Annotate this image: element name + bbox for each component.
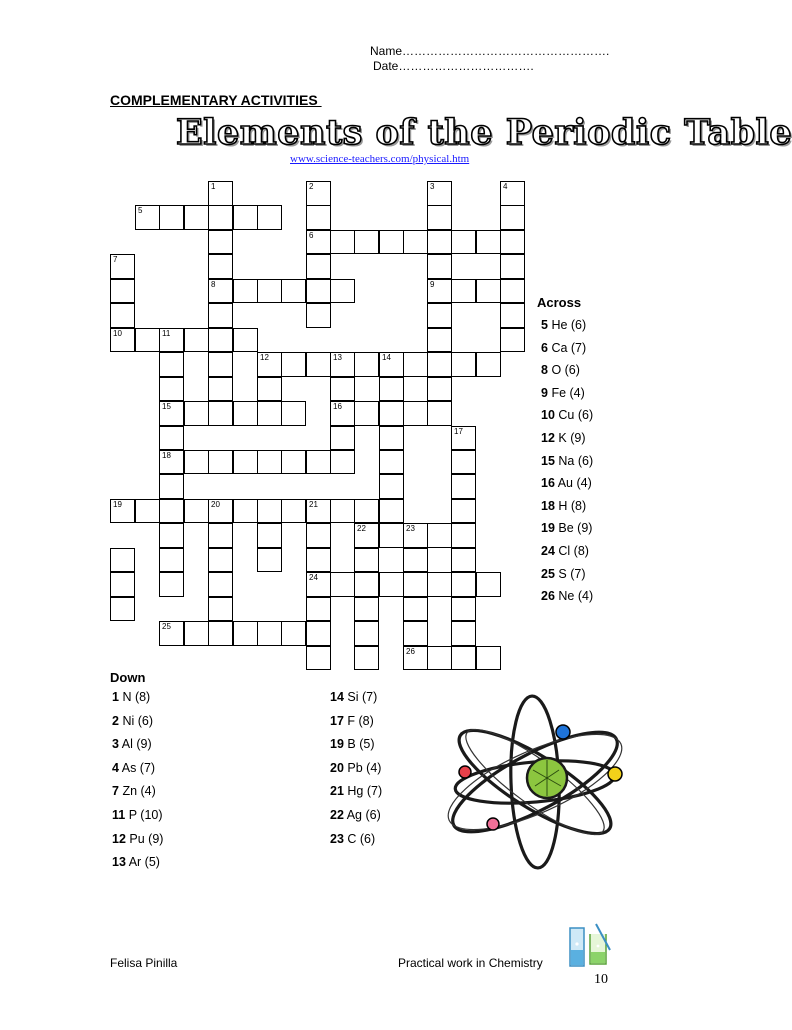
crossword-cell[interactable] (476, 352, 501, 377)
crossword-cell[interactable] (451, 426, 476, 451)
crossword-cell[interactable] (233, 328, 258, 353)
crossword-cell[interactable] (451, 523, 476, 548)
crossword-cell[interactable] (500, 181, 525, 206)
clue-item (112, 784, 163, 808)
crossword-cell[interactable] (159, 572, 184, 597)
crossword-cell[interactable] (427, 303, 452, 328)
clue-item (541, 589, 657, 612)
clue-number: 15 (541, 453, 555, 468)
clue-text: S (7) (558, 566, 586, 581)
across-heading: Across (537, 295, 582, 310)
crossword-cell[interactable] (159, 377, 184, 402)
clue-number: 10 (541, 408, 555, 423)
clue-number: 11 (112, 807, 126, 822)
crossword-cell[interactable] (500, 328, 525, 353)
clue-number: 6 (309, 230, 314, 240)
crossword-cell[interactable] (403, 523, 428, 548)
crossword-cell[interactable] (330, 450, 355, 475)
clue-item (541, 341, 657, 364)
clue-item (112, 737, 163, 761)
clue-number: 12 (541, 430, 555, 445)
clue-number: 4 (503, 182, 508, 191)
clue-item (541, 318, 657, 341)
crossword-cell[interactable] (257, 450, 282, 475)
clue-number: 11 (162, 328, 171, 338)
crossword-cell[interactable] (403, 621, 428, 646)
clue-text: Pb (4) (347, 760, 382, 775)
crossword-cell[interactable] (379, 499, 404, 524)
crossword-cell[interactable] (451, 450, 476, 475)
clue-item (112, 761, 163, 785)
crossword-cell[interactable] (427, 230, 452, 255)
crossword-cell[interactable] (451, 646, 476, 671)
clue-number: 7 (113, 255, 118, 265)
clue-item (112, 855, 163, 879)
clue-number: 8 (541, 363, 548, 378)
clue-text: H (8) (558, 498, 587, 513)
crossword-cell[interactable] (208, 279, 233, 304)
clue-text: Al (9) (121, 737, 152, 752)
clue-number: 22 (357, 524, 366, 534)
page-number: 10 (594, 972, 608, 987)
crossword-cell[interactable] (330, 426, 355, 451)
crossword-cell[interactable] (110, 499, 135, 524)
crossword-cell[interactable] (110, 254, 135, 279)
crossword-cell[interactable] (330, 279, 355, 304)
crossword-cell[interactable] (306, 450, 331, 475)
crossword-cell[interactable] (500, 303, 525, 328)
crossword-cell[interactable] (184, 499, 209, 524)
clue-number: 13 (112, 855, 126, 870)
clue-text: He (6) (551, 318, 587, 332)
crossword-cell[interactable] (184, 401, 209, 426)
clue-text: K (9) (558, 430, 586, 445)
crossword-cell[interactable] (257, 548, 282, 573)
clue-number: 5 (138, 206, 143, 216)
crossword-cell[interactable] (330, 572, 355, 597)
crossword-cell[interactable] (257, 205, 282, 230)
crossword-cell[interactable] (110, 548, 135, 573)
across-clues (537, 295, 657, 612)
clue-item (541, 431, 657, 454)
crossword-cell[interactable] (379, 450, 404, 475)
clue-number: 19 (541, 521, 555, 536)
crossword-cell[interactable] (330, 499, 355, 524)
clue-item (112, 832, 163, 856)
crossword-cell[interactable] (500, 254, 525, 279)
crossword-cell[interactable] (354, 401, 379, 426)
crossword-cell[interactable] (159, 548, 184, 573)
clue-item (541, 408, 657, 431)
crossword-cell[interactable] (306, 254, 331, 279)
clue-text: F (8) (347, 713, 374, 728)
clue-number: 12 (112, 831, 126, 846)
crossword-cell[interactable] (159, 426, 184, 451)
crossword-cell[interactable] (233, 450, 258, 475)
crossword-cell[interactable] (159, 523, 184, 548)
crossword-cell[interactable] (208, 621, 233, 646)
crossword-cell[interactable] (257, 279, 282, 304)
crossword-cell[interactable] (159, 205, 184, 230)
crossword-cell[interactable] (306, 646, 331, 671)
crossword-cell[interactable] (208, 377, 233, 402)
name-field-line: Name……………………………………………. (370, 44, 610, 58)
lab-glassware-icon (566, 920, 614, 970)
crossword-cell[interactable] (403, 401, 428, 426)
clue-number: 13 (333, 353, 342, 363)
crossword-cell[interactable] (427, 328, 452, 353)
crossword-cell[interactable] (451, 597, 476, 622)
crossword-cell[interactable] (403, 572, 428, 597)
clue-item (330, 690, 382, 714)
clue-item (330, 784, 382, 808)
clue-item (541, 454, 657, 477)
clue-item (112, 690, 163, 714)
crossword-cell[interactable] (476, 572, 501, 597)
clue-number: 6 (541, 340, 548, 355)
clue-number: 9 (430, 279, 435, 289)
clue-number: 21 (330, 784, 344, 799)
clue-text: Ag (6) (346, 807, 381, 822)
crossword-cell[interactable] (135, 205, 160, 230)
clue-number: 3 (112, 737, 119, 752)
crossword-cell[interactable] (281, 499, 306, 524)
crossword-cell[interactable] (427, 352, 452, 377)
clue-number: 24 (541, 543, 555, 558)
crossword-cell[interactable] (110, 572, 135, 597)
date-field-line: Date……………………………. (373, 59, 534, 73)
crossword-cell[interactable] (208, 352, 233, 377)
clue-number: 26 (541, 589, 555, 604)
crossword-cell[interactable] (427, 279, 452, 304)
crossword-cell[interactable] (427, 181, 452, 206)
crossword-cell[interactable] (379, 572, 404, 597)
clue-number: 1 (211, 182, 216, 191)
crossword-cell[interactable] (451, 548, 476, 573)
crossword-cell[interactable] (233, 621, 258, 646)
clue-item (541, 521, 657, 544)
clue-number: 16 (333, 402, 342, 411)
clue-item (541, 567, 657, 590)
crossword-cell[interactable] (110, 328, 135, 353)
crossword-cell[interactable] (110, 279, 135, 304)
crossword-cell[interactable] (257, 377, 282, 402)
clue-number: 5 (541, 318, 548, 332)
crossword-cell[interactable] (500, 230, 525, 255)
crossword-cell[interactable] (233, 401, 258, 426)
clue-number: 14 (382, 353, 391, 363)
crossword-cell[interactable] (306, 621, 331, 646)
clue-text: Ar (5) (128, 855, 160, 870)
crossword-cell[interactable] (500, 205, 525, 230)
source-url-link[interactable]: www.science-teachers.com/physical.htm (290, 153, 470, 165)
crossword-cell[interactable] (257, 352, 282, 377)
crossword-cell[interactable] (281, 401, 306, 426)
crossword-cell[interactable] (208, 572, 233, 597)
crossword-cell[interactable] (159, 401, 184, 426)
clue-number: 9 (541, 385, 548, 400)
clue-text: Au (4) (557, 476, 592, 491)
clue-item (112, 808, 163, 832)
clue-number: 19 (113, 499, 122, 509)
clue-item (330, 761, 382, 785)
crossword-cell[interactable] (427, 377, 452, 402)
clue-item (112, 714, 163, 738)
crossword-cell[interactable] (500, 279, 525, 304)
crossword-cell[interactable] (159, 328, 184, 353)
clue-text: Be (9) (558, 521, 593, 536)
crossword-cell[interactable] (306, 279, 331, 304)
crossword-cell[interactable] (281, 450, 306, 475)
crossword-cell[interactable] (354, 597, 379, 622)
crossword-cell[interactable] (184, 621, 209, 646)
clue-number: 15 (162, 402, 171, 411)
crossword-cell[interactable] (208, 303, 233, 328)
crossword-cell[interactable] (379, 352, 404, 377)
crossword-cell[interactable] (208, 401, 233, 426)
crossword-cell[interactable] (379, 523, 404, 548)
clue-number: 10 (113, 328, 122, 338)
crossword-cell[interactable] (354, 499, 379, 524)
crossword-cell[interactable] (208, 597, 233, 622)
section-title: COMPLEMENTARY ACTIVITIES (110, 92, 322, 108)
crossword-cell[interactable] (427, 572, 452, 597)
crossword-cell[interactable] (257, 499, 282, 524)
clue-number: 17 (454, 426, 463, 436)
clue-text: Ni (6) (122, 713, 153, 728)
crossword-cell[interactable] (110, 597, 135, 622)
crossword-cell[interactable] (208, 548, 233, 573)
crossword-cell[interactable] (208, 328, 233, 353)
crossword-cell[interactable] (306, 499, 331, 524)
clue-text: Si (7) (347, 690, 378, 704)
crossword-cell[interactable] (354, 646, 379, 671)
clue-text: C (6) (347, 831, 376, 846)
crossword-cell[interactable] (159, 621, 184, 646)
crossword-cell[interactable] (403, 352, 428, 377)
crossword-cell[interactable] (451, 572, 476, 597)
clue-number: 26 (406, 646, 415, 656)
clue-number: 12 (260, 353, 269, 363)
clue-text: Cu (6) (558, 408, 594, 423)
crossword-cell[interactable] (354, 523, 379, 548)
crossword-cell[interactable] (379, 401, 404, 426)
crossword-cell[interactable] (208, 499, 233, 524)
crossword-cell[interactable] (306, 181, 331, 206)
clue-number: 18 (541, 498, 555, 513)
crossword-cell[interactable] (281, 352, 306, 377)
down-clue-list-left (112, 690, 163, 879)
clue-text: Zn (4) (122, 784, 156, 799)
clue-number: 3 (430, 182, 435, 191)
crossword-cell[interactable] (354, 230, 379, 255)
down-heading: Down (110, 670, 146, 685)
crossword-cell[interactable] (403, 597, 428, 622)
crossword-cell[interactable] (233, 205, 258, 230)
clue-number: 8 (211, 279, 216, 289)
clue-text: Cl (8) (558, 543, 589, 558)
crossword-cell[interactable] (281, 621, 306, 646)
crossword-cell[interactable] (476, 230, 501, 255)
crossword-cell[interactable] (379, 230, 404, 255)
crossword-cell[interactable] (281, 279, 306, 304)
crossword-cell[interactable] (233, 499, 258, 524)
crossword-cell[interactable] (379, 377, 404, 402)
crossword-cell[interactable] (306, 352, 331, 377)
clue-item (541, 363, 657, 386)
crossword-cell[interactable] (257, 401, 282, 426)
crossword-cell[interactable] (476, 646, 501, 671)
clue-item (541, 386, 657, 409)
crossword-cell[interactable] (451, 279, 476, 304)
clue-item (330, 737, 382, 761)
clue-number: 7 (112, 784, 119, 799)
clue-number: 20 (330, 760, 344, 775)
clue-text: As (7) (121, 760, 156, 775)
crossword-cell[interactable] (403, 548, 428, 573)
crossword-cell[interactable] (427, 254, 452, 279)
clue-text: P (10) (128, 807, 163, 822)
clue-number: 17 (330, 713, 344, 728)
crossword-cell[interactable] (427, 205, 452, 230)
clue-text: Ne (4) (558, 589, 594, 604)
clue-item (330, 808, 382, 832)
clue-number: 2 (112, 713, 119, 728)
clue-number: 1 (112, 690, 119, 704)
across-clue-list (537, 318, 657, 612)
clue-item (541, 476, 657, 499)
clue-number: 14 (330, 690, 344, 704)
footer-course: Practical work in Chemistry (398, 956, 543, 970)
atom-illustration (435, 690, 635, 890)
crossword-cell[interactable] (451, 230, 476, 255)
clue-number: 25 (541, 566, 555, 581)
crossword-cell[interactable] (354, 572, 379, 597)
clue-text: B (5) (347, 737, 375, 752)
crossword-cell[interactable] (330, 401, 355, 426)
clue-number: 22 (330, 807, 344, 822)
clue-number: 18 (162, 450, 171, 460)
clue-item (330, 832, 382, 856)
clue-number: 16 (541, 476, 555, 491)
clue-number: 21 (309, 499, 318, 509)
crossword-cell[interactable] (208, 523, 233, 548)
crossword-cell[interactable] (379, 474, 404, 499)
crossword-cell[interactable] (159, 352, 184, 377)
down-clue-list-right (330, 690, 382, 855)
clue-number: 20 (211, 499, 220, 509)
crossword-cell[interactable] (330, 352, 355, 377)
crossword-cell[interactable] (403, 646, 428, 671)
clue-text: O (6) (551, 363, 580, 378)
crossword-cell[interactable] (427, 646, 452, 671)
crossword-cell[interactable] (184, 328, 209, 353)
crossword-cell[interactable] (306, 597, 331, 622)
crossword-cell[interactable] (184, 450, 209, 475)
crossword-cell[interactable] (306, 548, 331, 573)
crossword-cell[interactable] (330, 377, 355, 402)
footer-author: Felisa Pinilla (110, 956, 178, 970)
crossword-cell[interactable] (306, 205, 331, 230)
crossword-cell[interactable] (427, 401, 452, 426)
clue-number: 19 (330, 737, 344, 752)
crossword-cell[interactable] (257, 523, 282, 548)
clue-text: Pu (9) (129, 831, 164, 846)
crossword-cell[interactable] (208, 230, 233, 255)
crossword-cell[interactable] (306, 572, 331, 597)
crossword-cell[interactable] (403, 230, 428, 255)
crossword-cell[interactable] (451, 352, 476, 377)
crossword-cell[interactable] (330, 230, 355, 255)
crossword-cell[interactable] (208, 254, 233, 279)
clue-number: 24 (309, 573, 318, 583)
clue-text: Na (6) (558, 453, 594, 468)
crossword-cell[interactable] (159, 499, 184, 524)
clue-text: Hg (7) (347, 784, 383, 799)
crossword-cell[interactable] (451, 474, 476, 499)
crossword-cell[interactable] (451, 621, 476, 646)
crossword-cell[interactable] (476, 279, 501, 304)
clue-text: Fe (4) (551, 385, 585, 400)
clue-item (541, 544, 657, 567)
crossword-cell[interactable] (135, 499, 160, 524)
clue-number: 4 (112, 760, 119, 775)
crossword-cell[interactable] (451, 499, 476, 524)
crossword-cell[interactable] (354, 352, 379, 377)
crossword-cell[interactable] (306, 523, 331, 548)
page-title: Elements of the Periodic Table (176, 112, 792, 153)
crossword-cell[interactable] (159, 474, 184, 499)
clue-text: Ca (7) (551, 340, 587, 355)
crossword-cell[interactable] (354, 621, 379, 646)
clue-number: 23 (406, 524, 415, 534)
clue-item (330, 714, 382, 738)
crossword-cell[interactable] (427, 523, 452, 548)
crossword-cell[interactable] (159, 450, 184, 475)
crossword-cell[interactable] (135, 328, 160, 353)
clue-number: 2 (309, 182, 314, 191)
clue-text: N (8) (122, 690, 151, 704)
crossword-cell[interactable] (379, 426, 404, 451)
crossword-cell[interactable] (257, 621, 282, 646)
clue-number: 23 (330, 831, 344, 846)
crossword-cell[interactable] (354, 548, 379, 573)
crossword-cell[interactable] (208, 205, 233, 230)
clue-number: 25 (162, 622, 171, 632)
crossword-cell[interactable] (110, 303, 135, 328)
crossword-cell[interactable] (184, 205, 209, 230)
crossword-cell[interactable] (208, 450, 233, 475)
clue-item (541, 499, 657, 522)
crossword-cell[interactable] (208, 181, 233, 206)
crossword-cell[interactable] (306, 303, 331, 328)
crossword-cell[interactable] (233, 279, 258, 304)
crossword-cell[interactable] (306, 230, 331, 255)
